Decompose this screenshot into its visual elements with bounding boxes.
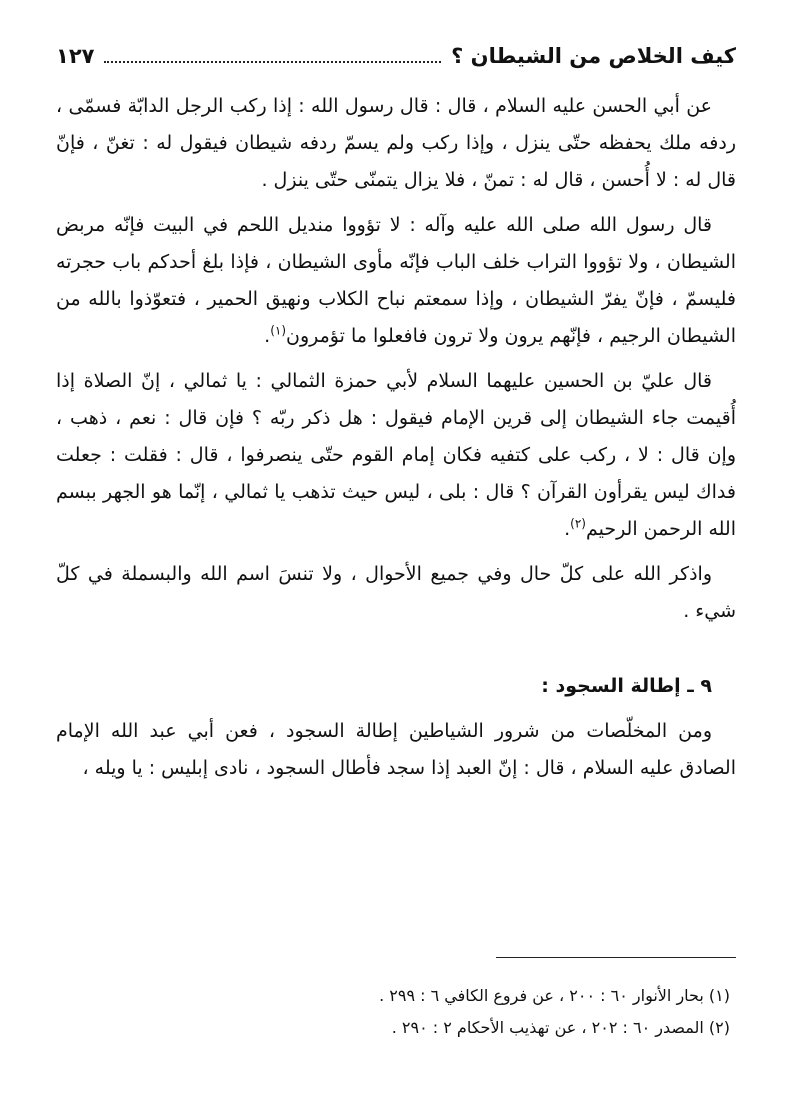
header-dot-leader [104,61,441,63]
footnotes [56,980,736,1044]
paragraph: قال عليّ بن الحسين عليهما السلام لأبي حمزة الثمالي : يا ثمالي ، إنّ الصلاة إذا أُقيمت جاء الشيطان إلى قرين الإمام فيقول : هل ذكر ربّه ؟ فإن قال : نعم ، ذهب ، وإن قال : لا ، ركب على كتفيه فكان إمام القوم حتّى ينصرفوا ، قال : فقلت : جعلت فداك ليس يقرأون القرآن ؟ قال : بلى ، ليس حيث تذهب يا ثمالي ، إنّما هو الجهر ببسم الله الرحمن الرحيم$^{(٢)}$. [56,370,736,540]
footnote: (٢) المصدر ٦٠ : ٢٠٢ ، عن تهذيب الأحكام ٢ : ٢٩٠ . [391,1018,730,1037]
footnote-mark: (٢) [570,516,586,531]
main-text [56,88,736,795]
paragraph: عن أبي الحسن عليه السلام ، قال : قال رسول الله : إذا ركب الرجل الدابّة فسمّى ، ردفه ملك يحفظه حتّى ينزل ، وإذا ركب ولم يسمّ ردفه شيطان فيقول له : تغنّ ، فإنّ قال له : لا أُحسن ، قال له : تمنّ ، فلا يزال يتمنّى حتّى ينزل . [56,95,736,191]
paragraph: قال رسول الله صلى الله عليه وآله : لا تؤووا منديل اللحم في البيت فإنّه مربض الشيطان ، ولا تؤووا التراب خلف الباب فإنّه مأوى الشيطان ، فإذا بلغ أحدكم باب حجرته فليسمّ ، فإنّ يفرّ الشيطان ، وإذا سمعتم نباح الكلاب ونهيق الحمير ، فتعوّذوا بالله من الشيطان الرجيم ، فإنّهم يرون ولا ترون فافعلوا ما تؤمرون$^{(١)}$. [56,214,736,347]
section-heading: ٩ ـ إطالة السجود : [541,675,712,697]
footnote: (١) بحار الأنوار ٦٠ : ٢٠٠ ، عن فروع الكافي ٦ : ٢٩٩ . [379,986,730,1005]
running-header [56,38,736,74]
header-title: كيف الخلاص من الشيطان ؟ [451,44,736,68]
page-number: ١٢٧ [56,44,95,68]
paragraph: واذكر الله على كلّ حال وفي جميع الأحوال ، ولا تنسَ اسم الله والبسملة في كلّ شيء . [56,563,736,622]
footnote-mark: (١) [270,323,287,338]
paragraph: ومن المخلّصات من شرور الشياطين إطالة السجود ، فعن أبي عبد الله الإمام الصادق عليه السلام ، قال : إنّ العبد إذا سجد فأطال السجود ، نادى إبليس : يا ويله ، [56,720,736,779]
footnote-divider [496,957,736,958]
